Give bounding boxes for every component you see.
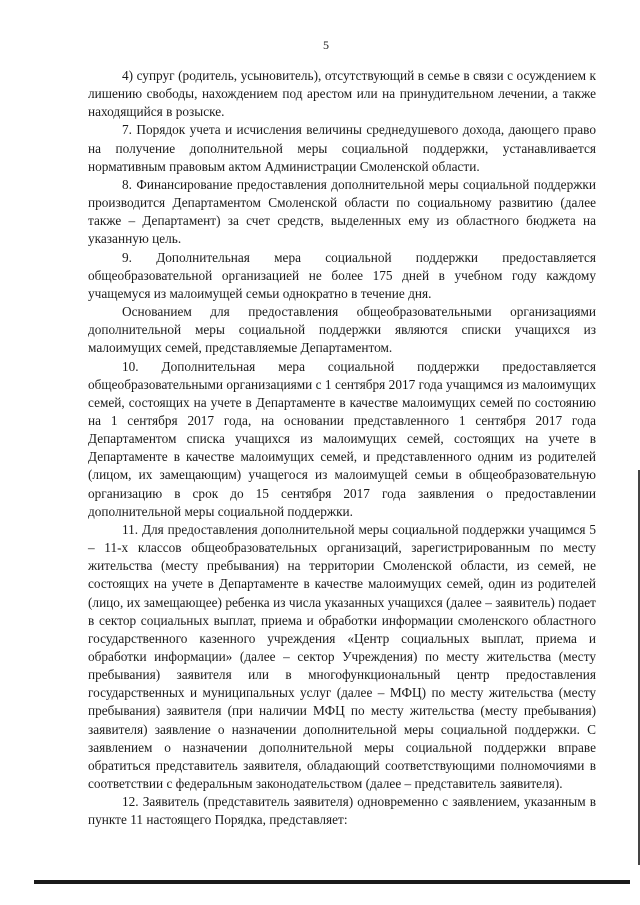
paragraph-10: 10. Дополнительная мера социальной поддержки предоставляется общеобразовательными организациями с 1 сентября 2017 года учащимся из малоимущих семей, состоящих на учете в Департаменте в качестве малоимущих семей по состоянию на 1 сентября 2017 года, на основании представленного 1 сентября 2017 года Департаментом списка учащихся из малоимущих семей, состоящих на учете в Департаменте в качестве малоимущих семей, и представленного одним из родителей (лицом, их замещающим) учащегося из малоимущей семьи в общеобразовательную организацию в срок до 15 сентября 2017 года заявления о предоставлении дополнительной меры социальной поддержки. bbox=[88, 358, 596, 519]
paragraph-item-4: 4) супруг (родитель, усыновитель), отсутствующий в семье в связи с осуждением к лишению свободы, нахождением под арестом или на принудительном лечении, а также находящийся в розыске. bbox=[88, 68, 596, 120]
paragraph-9: 9. Дополнительная мера социальной поддержки предоставляется общеобразовательной организацией не более 175 дней в учебном году каждому учащемуся из малоимущей семьи однократно в течение дня. bbox=[88, 249, 596, 301]
page-number: 5 bbox=[323, 38, 329, 52]
paragraph-12: 12. Заявитель (представитель заявителя) одновременно с заявлением, указанным в пункте 11 настоящего Порядка, представляет: bbox=[88, 794, 596, 828]
scan-bottom-rule bbox=[34, 880, 630, 884]
paragraph-8: 8. Финансирование предоставления дополнительной меры социальной поддержки производится Департаментом Смоленской области по социальному развитию (далее также – Департамент) за счет средств, выделенных ему из областного бюджета на указанную цель. bbox=[88, 176, 596, 247]
paragraph-11: 11. Для предоставления дополнительной меры социальной поддержки учащимся 5 – 11-х классов общеобразовательных организаций, зарегистрированным по месту жительства (месту пребывания) на территории Смоленской области, из семей, не состоящих на учете в Департаменте в качестве малоимущих семей, один из родителей (лицо, их замещающее) ребенка из числа указанных учащихся (далее – заявитель) подает в сектор социальных выплат, приема и обработки информации смоленского областного государственного казенного учреждения «Центр социальных выплат, приема и обработки информации» (далее – сектор Учреждения) по месту жительства (месту пребывания) заявителя или в многофункциональный центр предоставления государственных и муниципальных услуг (далее – МФЦ) по месту жительства (месту пребывания) заявителя (при наличии МФЦ по месту жительства (месту пребывания) заявителя) заявление о назначении дополнительной меры социальной поддержки. С заявлением о назначении дополнительной меры социальной поддержки вправе обратиться представитель заявителя, обладающий соответствующими полномочиями в соответствии с федеральным законодательством (далее – представитель заявителя). bbox=[88, 521, 596, 792]
document-body bbox=[88, 67, 596, 830]
paragraph-7: 7. Порядок учета и исчисления величины среднедушевого дохода, дающего право на получение дополнительной меры социальной поддержки, устанавливается нормативным правовым актом Администрации Смоленской области. bbox=[88, 122, 596, 174]
paragraph-9-basis: Основанием для предоставления общеобразовательными организациями дополнительной меры социальной поддержки являются списки учащихся из малоимущих семей, представляемые Департаментом. bbox=[88, 304, 596, 356]
